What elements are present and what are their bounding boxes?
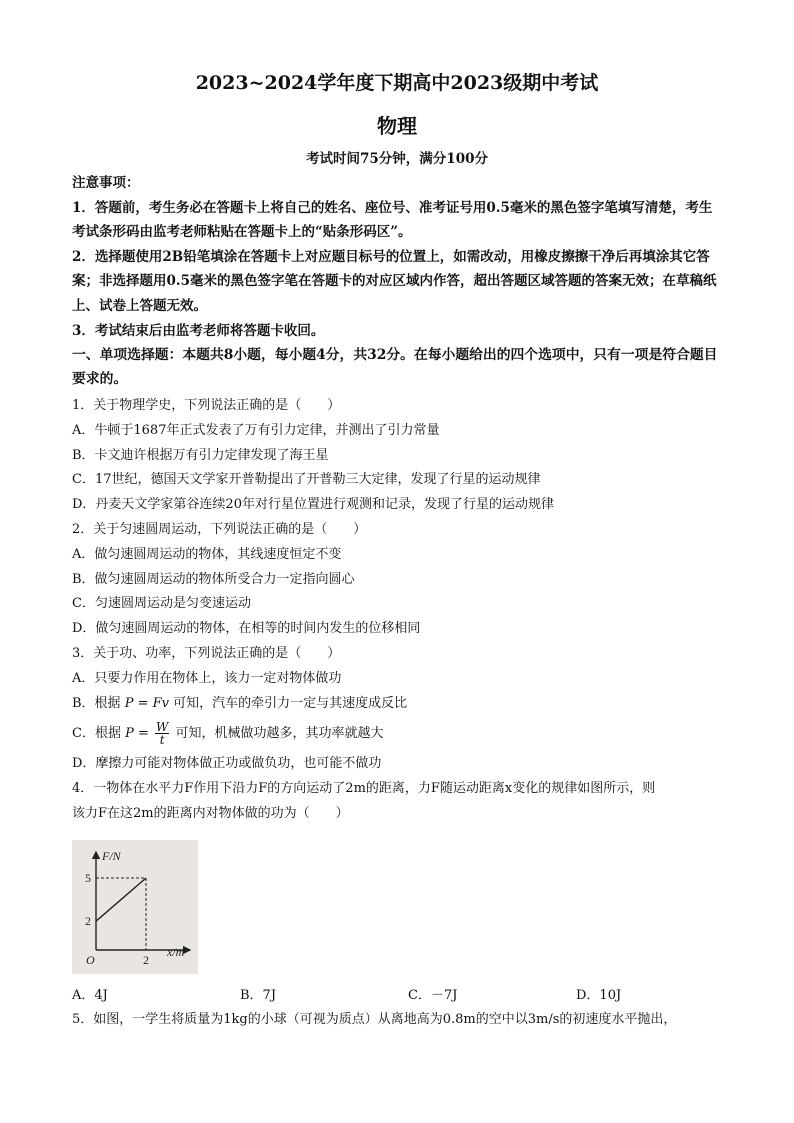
- q3-option-b-prefix: B．根据: [72, 695, 121, 711]
- exam-info: 考试时间75分钟，满分100分: [306, 151, 488, 167]
- q3-option-c: [72, 716, 724, 752]
- q3-option-c-prefix: C．根据: [72, 726, 121, 742]
- subject-title: 物理: [377, 114, 417, 138]
- q4-stem-line-1: 4．一物体在水平力F作用下沿力F的方向运动了2m的距离，力F随运动距离x变化的规律如图所示，则: [72, 781, 656, 797]
- q4-option-b: B．7J: [240, 988, 277, 1003]
- q2-option-d: D．做匀速圆周运动的物体，在相等的时间内发生的位移相同: [72, 621, 421, 637]
- note-item-1: 1．答题前，考生务必在答题卡上将自己的姓名、座位号、准考证号用0.5毫米的黑色签字笔填写清楚，考生考试条形码由监考老师粘贴在答题卡上的“贴条形码区”。: [72, 199, 713, 241]
- x-tick-2: 2: [143, 953, 149, 967]
- exam-title: 2023~2024学年度下期高中2023级期中考试: [195, 72, 599, 94]
- note-item-3: 3．考试结束后由监考老师将答题卡收回。: [72, 322, 325, 339]
- force-line: [96, 878, 146, 921]
- origin-label: O: [86, 953, 95, 967]
- q3-option-b-formula: P = Fv: [124, 695, 169, 711]
- q5-stem: 5．如图，一学生将质量为1kg的小球（可视为质点）从离地高为0.8m的空中以3m/s的初速度水平抛出，: [72, 1012, 677, 1027]
- q4-option-c: C．－7J: [408, 988, 458, 1003]
- q1-option-d: D．丹麦天文学家第谷连续20年对行星位置进行观测和记录，发现了行星的运动规律: [72, 497, 554, 513]
- q2-option-a: A．做匀速圆周运动的物体，其线速度恒定不变: [72, 546, 342, 562]
- q4-options: [72, 984, 724, 1008]
- section-1-heading: 一、单项选择题：本题共8小题，每小题4分，共32分。在每小题给出的四个选项中，只有一项是符合题目要求的。: [72, 347, 718, 387]
- questions: [72, 394, 724, 827]
- q4-option-a: A．4J: [72, 988, 108, 1003]
- q4-option-d: D．10J: [576, 988, 622, 1003]
- fraction-numerator: W: [156, 720, 169, 735]
- note-item-2: 2．选择题使用2B铅笔填涂在答题卡上对应题目标号的位置上，如需改动，用橡皮擦擦干净后再填涂其它答案；非选择题用0.5毫米的黑色签字笔在答题卡的对应区域内作答，超出答题区域答题的答案无效；在草稿纸上、试卷上答题无效。: [72, 248, 717, 314]
- q1-option-b: B．卡文迪许根据万有引力定律发现了海王星: [72, 447, 329, 463]
- x-axis-label: x/m: [167, 945, 185, 959]
- y-tick-5: 5: [85, 871, 91, 885]
- q4-stem-line-2: 该力F在这2m的距离内对物体做的功为（ ）: [72, 805, 349, 821]
- notes-section: [72, 171, 724, 343]
- q1-option-a: A．牛顿于1687年正式发表了万有引力定律，并测出了引力常量: [72, 422, 440, 438]
- q1-stem: 1．关于物理学史，下列说法正确的是（ ）: [72, 398, 341, 413]
- q2-stem: 2．关于匀速圆周运动，下列说法正确的是（ ）: [72, 521, 367, 537]
- y-axis-label: F/N: [102, 849, 121, 863]
- force-distance-graph: [72, 840, 198, 974]
- notes-heading: 注意事项：: [72, 175, 140, 191]
- power-fraction: [155, 721, 169, 746]
- q3-option-b: [72, 692, 724, 717]
- q2-option-b: B．做匀速圆周运动的物体所受合力一定指向圆心: [72, 571, 355, 587]
- q3-option-b-suffix: 可知，汽车的牵引力一定与其速度成反比: [173, 695, 408, 711]
- q3-option-c-lhs: P =: [125, 726, 149, 742]
- q3-option-c-suffix: 可知，机械做功越多，其功率就越大: [175, 726, 384, 742]
- q1-option-c: C．17世纪，德国天文学家开普勒提出了开普勒三大定律，发现了行星的运动规律: [72, 472, 541, 488]
- q3-stem: 3．关于功、功率，下列说法正确的是（ ）: [72, 645, 341, 661]
- q3-option-a: A．只要力作用在物体上，该力一定对物体做功: [72, 670, 342, 686]
- graph-svg: [72, 840, 198, 974]
- fraction-denominator: t: [159, 733, 165, 748]
- q2-option-c: C．匀速圆周运动是匀变速运动: [72, 596, 251, 612]
- y-tick-2: 2: [85, 914, 91, 929]
- q3-option-d: D．摩擦力可能对物体做正功或做负功，也可能不做功: [72, 756, 382, 772]
